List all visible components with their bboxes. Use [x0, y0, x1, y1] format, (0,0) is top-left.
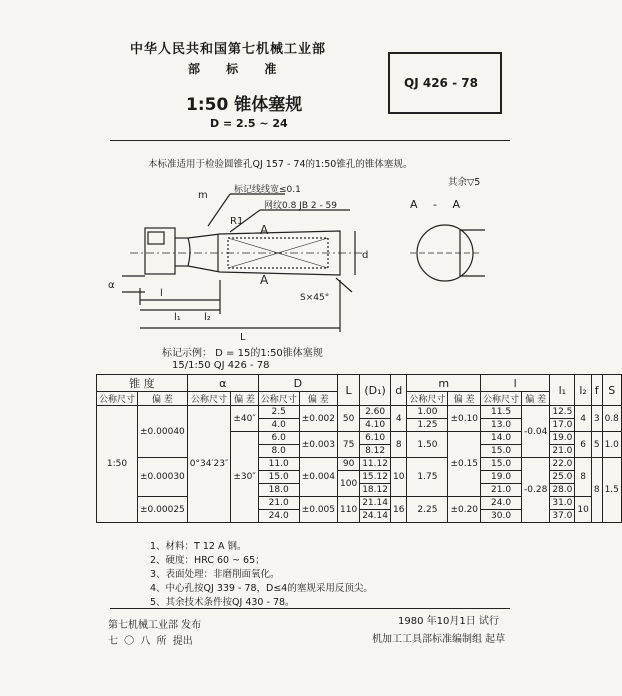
label-knurl: 网纹0.8 JB 2 - 59 — [264, 201, 338, 211]
f-cell-2: 5 — [591, 432, 602, 458]
label-L: L — [240, 332, 246, 343]
th-l-nom: 公称尺寸 — [481, 392, 522, 406]
marking-example-line1: 标记示例： D = 15的1:50锥体塞规 — [162, 348, 323, 359]
m-dev-1: ±0.10 — [448, 406, 481, 432]
dimension-table — [96, 374, 622, 523]
l-cell: 15.0 — [481, 458, 522, 471]
l2-cell-3: 8 — [575, 458, 591, 497]
l-cell: 11.5 — [481, 406, 522, 419]
th-alpha-dev: 偏 差 — [231, 392, 258, 406]
m-cell: 1.75 — [407, 458, 448, 497]
m-cell: 1.00 — [407, 406, 448, 419]
l1-cell: 25.0 — [550, 471, 575, 484]
D-dev-4: ±0.005 — [299, 497, 337, 523]
D-cell: 11.0 — [258, 458, 299, 471]
taper-dev-3: ±0.00025 — [138, 497, 188, 523]
th-l-dev: 偏 差 — [522, 392, 550, 406]
label-r1: R1 — [230, 216, 244, 227]
L-cell-3: 90 — [338, 458, 360, 471]
th-taper-dev: 偏 差 — [138, 392, 188, 406]
L-cell-2: 75 — [338, 432, 360, 458]
note-item: 1、材料：T 12 A 钢。 — [150, 541, 247, 552]
th-taper: 锥 度 — [97, 375, 188, 392]
D-cell: 2.5 — [258, 406, 299, 419]
th-m-dev: 偏 差 — [448, 392, 481, 406]
D1-cell: 15.12 — [360, 471, 391, 484]
publisher: 第七机械工业部 发布 — [108, 620, 202, 631]
note-item: 3、表面处理：非磨削面氧化。 — [150, 569, 280, 580]
gauge-handle-outline — [145, 228, 175, 274]
th-l: l — [481, 375, 550, 392]
l-dev-2: -0.28 — [522, 458, 550, 523]
D-cell: 8.0 — [258, 445, 299, 458]
standard-type: 部 标 准 — [188, 62, 277, 76]
taper-value: 1:50 — [97, 406, 138, 523]
L-cell-5: 110 — [338, 497, 360, 523]
d-cell-2: 8 — [390, 432, 406, 458]
D1-cell: 11.12 — [360, 458, 391, 471]
label-a-top: A — [260, 223, 269, 237]
f-cell-1: 3 — [591, 406, 602, 432]
header-divider — [110, 140, 510, 141]
label-l2: l₂ — [204, 312, 211, 323]
l2-cell-1: 4 — [575, 406, 591, 432]
label-a-bottom: A — [260, 273, 269, 287]
D-cell: 21.0 — [258, 497, 299, 510]
handle-flat-outline — [148, 232, 164, 244]
l-cell: 30.0 — [481, 510, 522, 523]
D-dev-2: ±0.003 — [299, 432, 337, 458]
D-dev-3: ±0.004 — [299, 458, 337, 497]
section-label: A - A — [410, 198, 467, 211]
D-cell: 24.0 — [258, 510, 299, 523]
label-m: m — [198, 190, 208, 201]
scope-description: 本标准适用于检验圆锥孔QJ 157 - 74的1:50锥孔的锥体塞规。 — [148, 159, 413, 170]
m-dev-3: ±0.20 — [448, 497, 481, 523]
note-item: 5、其余技术条件按QJ 430 - 78。 — [150, 597, 295, 608]
th-l2: l₂ — [575, 375, 591, 406]
f-cell-3: 8 — [591, 458, 602, 523]
th-f: f — [591, 375, 602, 406]
label-l1: l₁ — [174, 312, 181, 323]
th-l1: l₁ — [550, 375, 575, 406]
m-dev-2: ±0.15 — [448, 432, 481, 497]
l1-cell: 37.0 — [550, 510, 575, 523]
d-cell-4: 16 — [390, 497, 406, 523]
technical-notes — [150, 540, 373, 610]
D-cell: 15.0 — [258, 471, 299, 484]
footer-divider — [110, 608, 510, 609]
plug-gauge-drawing — [100, 180, 510, 345]
l-cell: 24.0 — [481, 497, 522, 510]
S-cell-3: 1.5 — [602, 458, 621, 523]
d-cell-3: 10 — [390, 458, 406, 497]
l1-cell: 22.0 — [550, 458, 575, 471]
D-cell: 6.0 — [258, 432, 299, 445]
d-cell-1: 4 — [390, 406, 406, 432]
label-alpha: α — [108, 280, 115, 291]
D1-cell: 18.12 — [360, 484, 391, 497]
note-item: 4、中心孔按QJ 339 - 78，D≤4的塞规采用反顶尖。 — [150, 583, 373, 594]
D1-cell: 4.10 — [360, 419, 391, 432]
standard-code: QJ 426 - 78 — [404, 76, 478, 90]
l-cell: 19.0 — [481, 471, 522, 484]
alpha-value: 0°34′23″ — [187, 406, 231, 523]
l-cell: 13.0 — [481, 419, 522, 432]
label-chamfer: S×45° — [300, 293, 330, 303]
taper-dev-2: ±0.00030 — [138, 458, 188, 497]
D-cell: 18.0 — [258, 484, 299, 497]
l1-cell: 28.0 — [550, 484, 575, 497]
th-taper-nom: 公称尺寸 — [97, 392, 138, 406]
th-L: L — [338, 375, 360, 406]
proposer: 七 〇 八 所 提出 — [108, 636, 193, 647]
l-cell: 21.0 — [481, 484, 522, 497]
D1-cell: 2.60 — [360, 406, 391, 419]
th-D: D — [258, 375, 337, 392]
marking-example-line2: 15/1:50 QJ 426 - 78 — [172, 360, 270, 371]
l1-cell: 21.0 — [550, 445, 575, 458]
D1-cell: 24.14 — [360, 510, 391, 523]
l2-cell-4: 10 — [575, 497, 591, 523]
D-cell: 4.0 — [258, 419, 299, 432]
size-range: D = 2.5 ~ 24 — [210, 117, 288, 130]
label-l: l — [160, 288, 163, 299]
l1-cell: 31.0 — [550, 497, 575, 510]
effective-date: 1980 年10月1日 试行 — [398, 616, 499, 627]
S-cell-2: 1.0 — [602, 432, 621, 458]
l1-cell: 17.0 — [550, 419, 575, 432]
label-d: d — [362, 250, 369, 261]
th-alpha-nom: 公称尺寸 — [187, 392, 231, 406]
th-S: S — [602, 375, 621, 406]
label-mark-line: 标记线线宽≤0.1 — [234, 185, 301, 195]
m-cell: 1.25 — [407, 419, 448, 432]
L-cell-1: 50 — [338, 406, 360, 432]
m-cell: 1.50 — [407, 432, 448, 458]
th-D-nom: 公称尺寸 — [258, 392, 299, 406]
standard-code-box — [388, 52, 502, 114]
l1-cell: 12.5 — [550, 406, 575, 419]
note-item: 2、硬度：HRC 60 ~ 65； — [150, 555, 265, 566]
D-dev-1: ±0.002 — [299, 406, 337, 432]
th-D1: (D₁) — [360, 375, 391, 406]
D1-cell: 8.12 — [360, 445, 391, 458]
m-cell: 2.25 — [407, 497, 448, 523]
drafter: 机加工工具部标准编制组 起草 — [372, 634, 506, 645]
th-m-nom: 公称尺寸 — [407, 392, 448, 406]
D1-cell: 6.10 — [360, 432, 391, 445]
th-D-dev: 偏 差 — [299, 392, 337, 406]
alpha-dev-1: ±40″ — [231, 406, 258, 432]
l2-cell-2: 6 — [575, 432, 591, 458]
ministry-heading: 中华人民共和国第七机械工业部 — [130, 42, 327, 57]
l-dev-1: -0.04 — [522, 406, 550, 458]
table-row — [97, 458, 622, 471]
th-alpha: α — [187, 375, 258, 392]
l-cell: 15.0 — [481, 445, 522, 458]
th-d: d — [390, 375, 406, 406]
D1-cell: 21.14 — [360, 497, 391, 510]
table-row — [97, 406, 622, 419]
th-m: m — [407, 375, 481, 392]
page-title: 1:50 锥体塞规 — [186, 95, 303, 115]
roughness-note: 其余▽5 — [448, 177, 481, 188]
S-cell-1: 0.8 — [602, 406, 621, 432]
L-cell-4: 100 — [338, 471, 360, 497]
l-cell: 14.0 — [481, 432, 522, 445]
alpha-dev-2: ±30″ — [231, 432, 258, 523]
taper-dev-1: ±0.00040 — [138, 406, 188, 458]
l1-cell: 19.0 — [550, 432, 575, 445]
